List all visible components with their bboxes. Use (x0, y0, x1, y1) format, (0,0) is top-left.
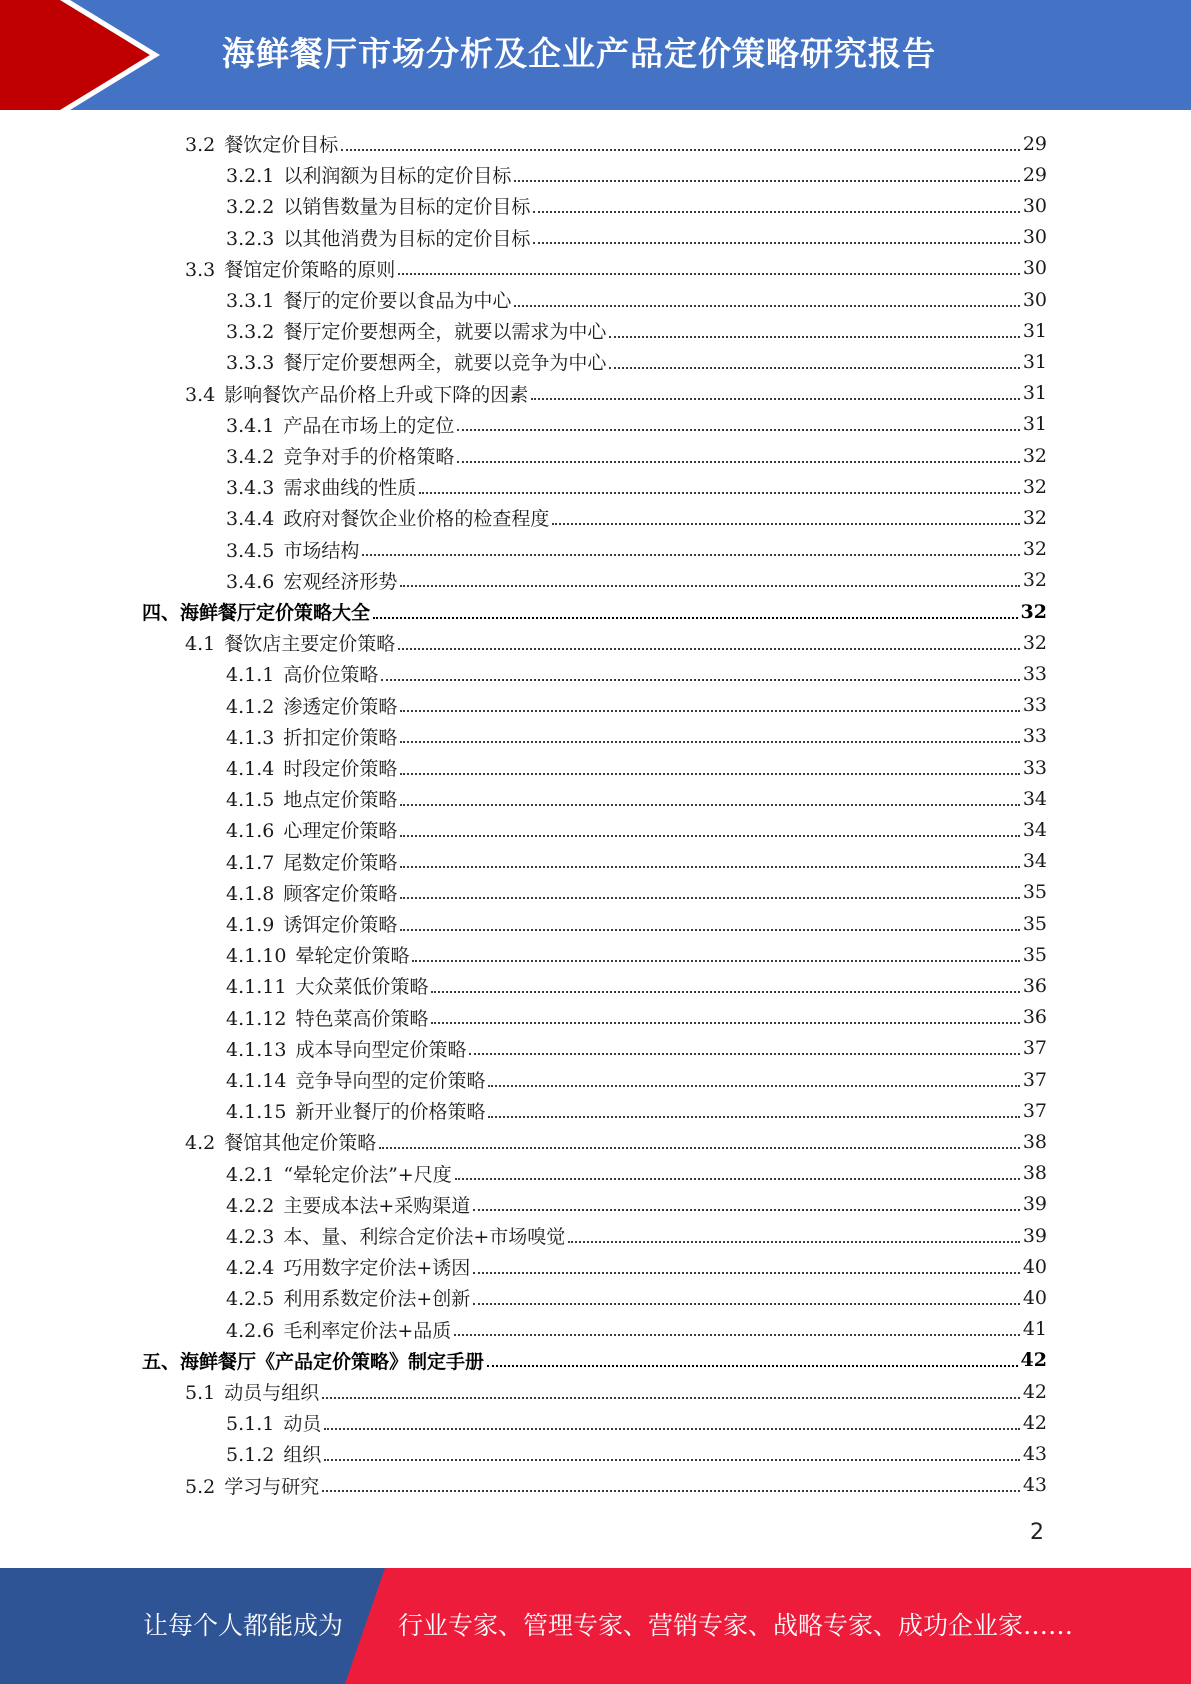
toc-entry-title: 毛利率定价法+品质 (283, 1319, 452, 1342)
toc-entry-label (226, 473, 416, 500)
toc-dot-leader (400, 804, 1019, 806)
toc-dot-leader (412, 960, 1019, 962)
toc-entry-label (226, 1066, 485, 1093)
toc-entry[interactable] (226, 877, 1047, 908)
toc-entry-title: 以利润额为目标的定价目标 (283, 165, 512, 188)
toc-entry-page: 38 (1022, 1162, 1047, 1185)
toc-entry-label (226, 286, 511, 313)
toc-entry-title: 需求曲线的性质 (283, 477, 417, 500)
toc-dot-leader (514, 180, 1019, 182)
toc-entry-label (226, 411, 454, 438)
toc-entry-number: 3.4.5 (226, 539, 275, 562)
toc-dot-leader (552, 523, 1019, 525)
toc-dot-leader (487, 1365, 1018, 1367)
toc-entry-label (226, 1409, 321, 1436)
toc-entry-page: 40 (1022, 1255, 1047, 1278)
toc-entry-number: 3.3 (185, 258, 216, 281)
toc-dot-leader (609, 367, 1019, 369)
toc-entry-page: 37 (1022, 1037, 1047, 1060)
toc-entry-title: 学习与研究 (224, 1475, 320, 1498)
toc-entry-title: 五、海鲜餐厅《产品定价策略》制定手册 (142, 1350, 485, 1373)
toc-entry-page: 35 (1022, 943, 1047, 966)
toc-entry-page: 37 (1022, 1068, 1047, 1091)
toc-entry[interactable] (226, 565, 1047, 596)
toc-entry-title: 顾客定价策略 (283, 882, 398, 905)
toc-entry-title: 动员与组织 (224, 1382, 320, 1404)
toc-entry-page: 38 (1022, 1130, 1047, 1153)
toc-entry[interactable] (226, 1158, 1047, 1189)
toc-entry-label (226, 504, 549, 531)
toc-entry[interactable] (226, 190, 1047, 221)
toc-dot-leader (398, 648, 1020, 650)
toc-entry-page: 35 (1022, 881, 1047, 904)
toc-entry-page: 35 (1022, 912, 1047, 935)
toc-entry[interactable] (226, 783, 1047, 814)
toc-entry-number: 4.1.7 (226, 851, 275, 874)
toc-entry-page: 34 (1022, 818, 1047, 841)
toc-entry-number: 4.1.14 (226, 1070, 287, 1092)
toc-entry[interactable] (226, 1220, 1047, 1251)
toc-entry-label (226, 848, 397, 875)
toc-entry-number: 5.2 (185, 1475, 216, 1498)
toc-entry-label (185, 255, 395, 282)
toc-dot-leader (324, 1428, 1019, 1430)
toc-entry-label (226, 816, 397, 843)
toc-entry-page: 36 (1022, 1006, 1047, 1029)
toc-entry-number: 4.2.6 (226, 1319, 275, 1342)
toc-entry[interactable] (226, 721, 1047, 752)
toc-dot-leader (419, 492, 1019, 494)
toc-entry-number: 4.1.2 (226, 695, 275, 718)
toc-dot-leader (455, 1178, 1020, 1180)
toc-entry-label (226, 941, 409, 968)
toc-entry-title: 高价位策略 (283, 664, 379, 687)
page-footer (0, 1568, 1191, 1684)
toc-entry-number: 4.1.5 (226, 789, 275, 812)
toc-entry-number: 4.1.15 (226, 1101, 287, 1124)
toc-entry-label (185, 1128, 376, 1155)
toc-dot-leader (322, 1490, 1020, 1492)
toc-entry-label (226, 1440, 321, 1467)
toc-dot-leader (488, 1085, 1019, 1087)
toc-entry-page: 33 (1022, 694, 1047, 717)
toc-dot-leader (568, 1241, 1020, 1243)
toc-dot-leader (400, 585, 1019, 587)
toc-dot-leader (322, 1397, 1020, 1399)
page-number: 2 (1030, 1520, 1044, 1545)
toc-dot-leader (400, 929, 1019, 931)
toc-entry-page: 32 (1022, 506, 1047, 529)
toc-entry-label (226, 442, 454, 469)
toc-entry-page: 32 (1022, 538, 1047, 561)
toc-entry-page: 40 (1022, 1286, 1047, 1309)
toc-entry-label (226, 567, 397, 594)
toc-dot-leader (400, 897, 1019, 899)
toc-entry-label (226, 785, 397, 812)
toc-entry-number: 3.3.3 (226, 352, 275, 375)
toc-entry-page: 37 (1022, 1099, 1047, 1122)
toc-entry[interactable] (185, 253, 1047, 284)
toc-dot-leader (341, 149, 1020, 151)
toc-dot-leader (454, 1334, 1020, 1336)
toc-entry-title: 竞争导向型的定价策略 (295, 1070, 486, 1092)
toc-entry-number: 3.3.2 (226, 321, 275, 344)
toc-entry-number: 4.1.11 (226, 976, 287, 999)
toc-entry-title: 心理定价策略 (283, 820, 398, 843)
header-red-chevron (0, 0, 160, 110)
toc-dot-leader (469, 1053, 1019, 1055)
toc-entry-page: 29 (1022, 132, 1047, 155)
toc-entry-title: 组织 (283, 1444, 322, 1467)
toc-entry[interactable] (226, 690, 1047, 721)
toc-entry-title: 产品在市场上的定位 (283, 414, 455, 437)
toc-entry-number: 3.4.3 (226, 477, 275, 500)
toc-dot-leader (473, 1272, 1020, 1274)
toc-entry[interactable] (226, 284, 1047, 315)
toc-entry[interactable] (226, 471, 1047, 502)
toc-entry-page: 34 (1022, 850, 1047, 873)
toc-entry-label (226, 723, 397, 750)
toc-entry-title: 特色菜高价策略 (295, 1007, 429, 1030)
toc-entry[interactable] (142, 1345, 1047, 1376)
toc-entry-title: 以其他消费为目标的定价目标 (283, 227, 531, 250)
toc-entry[interactable] (226, 1033, 1047, 1064)
toc-entry-page: 31 (1022, 382, 1047, 405)
page-header (0, 0, 1191, 110)
toc-entry-page: 42 (1022, 1380, 1047, 1403)
toc-entry-title: 本、量、利综合定价法+市场嗅觉 (283, 1226, 566, 1248)
toc-entry-title: 晕轮定价策略 (295, 945, 410, 968)
toc-entry[interactable] (185, 378, 1047, 409)
toc-entry-title: 四、海鲜餐厅定价策略大全 (142, 602, 371, 624)
toc-entry-page: 42 (1022, 1411, 1047, 1434)
toc-entry-label (226, 224, 530, 251)
toc-entry[interactable] (185, 1376, 1047, 1407)
toc-entry[interactable] (185, 1470, 1047, 1501)
toc-entry[interactable] (226, 1438, 1047, 1469)
footer-slogan-left: 让每个人都能成为 (143, 1611, 344, 1640)
toc-entry-page: 30 (1022, 194, 1047, 217)
toc-entry-label (226, 192, 530, 219)
toc-entry-label (142, 1347, 484, 1374)
toc-dot-leader (400, 866, 1019, 868)
toc-entry-label (226, 1160, 452, 1187)
toc-entry-number: 4.1.3 (226, 726, 275, 749)
toc-entry-number: 4.2 (185, 1132, 216, 1155)
toc-entry-label (226, 1004, 428, 1031)
toc-entry[interactable] (226, 1314, 1047, 1345)
toc-entry-number: 5.1.2 (226, 1444, 275, 1467)
toc-entry[interactable] (226, 222, 1047, 253)
toc-entry-title: 尾数定价策略 (283, 851, 398, 874)
toc-entry[interactable] (226, 1095, 1047, 1126)
toc-dot-leader (457, 429, 1019, 431)
toc-entry-number: 4.1.13 (226, 1038, 287, 1061)
toc-entry-number: 5.1.1 (226, 1413, 275, 1436)
toc-entry-page: 43 (1022, 1442, 1047, 1465)
toc-entry[interactable] (226, 752, 1047, 783)
toc-entry-page: 32 (1022, 475, 1047, 498)
toc-entry-label (226, 1284, 470, 1311)
toc-entry-label (185, 380, 528, 407)
toc-entry-page: 32 (1020, 600, 1047, 623)
toc-entry-page: 33 (1022, 756, 1047, 779)
toc-entry-number: 3.3.1 (226, 290, 275, 312)
toc-entry-number: 4.1.4 (226, 758, 275, 780)
toc-entry-number: 3.2 (185, 134, 216, 156)
toc-dot-leader (473, 1209, 1020, 1211)
toc-entry-title: 餐馆其他定价策略 (224, 1132, 377, 1155)
toc-dot-leader (488, 1116, 1019, 1118)
toc-dot-leader (431, 991, 1019, 993)
toc-entry[interactable] (226, 1251, 1047, 1282)
toc-dot-leader (431, 1022, 1019, 1024)
toc-dot-leader (514, 305, 1019, 307)
toc-entry-number: 3.4 (185, 383, 216, 406)
toc-entry-page: 32 (1022, 569, 1047, 592)
toc-entry-page: 41 (1022, 1318, 1047, 1341)
toc-entry-title: 渗透定价策略 (283, 695, 398, 718)
toc-entry-page: 33 (1022, 662, 1047, 685)
toc-entry[interactable] (226, 814, 1047, 845)
toc-entry-label (226, 1253, 470, 1280)
toc-dot-leader (324, 1459, 1019, 1461)
toc-entry-number: 5.1 (185, 1382, 216, 1404)
toc-entry-page: 31 (1022, 319, 1047, 342)
toc-entry-title: 大众菜低价策略 (295, 976, 429, 999)
toc-dot-leader (400, 741, 1019, 743)
toc-entry-number: 4.1.8 (226, 882, 275, 905)
toc-entry[interactable] (226, 658, 1047, 689)
toc-entry-title: 宏观经济形势 (283, 570, 398, 593)
toc-entry-label (226, 1097, 485, 1124)
toc-entry-title: 餐厅定价要想两全，就要以需求为中心 (283, 321, 607, 344)
toc-entry-number: 3.4.2 (226, 446, 275, 468)
toc-entry-title: 成本导向型定价策略 (295, 1038, 467, 1061)
toc-dot-leader (381, 679, 1019, 681)
toc-dot-leader (379, 1147, 1020, 1149)
toc-entry-page: 43 (1022, 1474, 1047, 1497)
toc-entry-title: 餐馆定价策略的原则 (224, 258, 396, 281)
toc-entry-title: 市场结构 (283, 539, 360, 562)
toc-entry-label (226, 972, 428, 999)
toc-entry-page: 30 (1022, 257, 1047, 280)
toc-entry-page: 30 (1022, 288, 1047, 311)
toc-entry[interactable] (142, 596, 1047, 627)
toc-entry-page: 36 (1022, 974, 1047, 997)
toc-entry-number: 4.1 (185, 633, 216, 656)
toc-entry-title: 以销售数量为目标的定价目标 (283, 196, 531, 219)
toc-entry-number: 4.2.4 (226, 1257, 275, 1280)
toc-entry-label (226, 161, 511, 188)
toc-dot-leader (609, 336, 1019, 338)
toc-entry[interactable] (185, 1126, 1047, 1157)
toc-entry-number: 3.2.3 (226, 227, 275, 250)
toc-entry[interactable] (185, 627, 1047, 658)
toc-dot-leader (531, 398, 1020, 400)
toc-entry-page: 31 (1022, 413, 1047, 436)
toc-entry-title: 餐厅定价要想两全，就要以竞争为中心 (283, 352, 607, 375)
toc-dot-leader (400, 835, 1019, 837)
toc-entry-title: 主要成本法+采购渠道 (283, 1194, 471, 1217)
toc-entry-label (226, 1035, 466, 1062)
toc-entry-title: 影响餐饮产品价格上升或下降的因素 (224, 383, 529, 406)
toc-entry-page: 39 (1022, 1193, 1047, 1216)
toc-entry-title: 餐饮店主要定价策略 (224, 633, 396, 656)
toc-entry-title: 时段定价策略 (283, 758, 398, 780)
toc-entry[interactable] (226, 346, 1047, 377)
toc-entry-label (226, 692, 397, 719)
toc-entry-label (185, 1378, 319, 1405)
toc-entry-label (226, 910, 397, 937)
toc-entry[interactable] (226, 1407, 1047, 1438)
toc-entry[interactable] (226, 159, 1047, 190)
toc-dot-leader (533, 211, 1019, 213)
toc-entry-number: 4.2.5 (226, 1288, 275, 1311)
toc-entry-number: 3.4.6 (226, 570, 275, 593)
toc-entry-label (185, 629, 395, 656)
toc-entry-number: 4.1.12 (226, 1007, 287, 1030)
toc-entry-title: 利用系数定价法+创新 (283, 1288, 471, 1311)
toc-entry-number: 3.4.4 (226, 508, 275, 531)
toc-entry-page: 42 (1020, 1349, 1047, 1372)
toc-entry-title: 餐厅的定价要以食品为中心 (283, 290, 512, 312)
toc-entry[interactable] (226, 970, 1047, 1001)
toc-entry-title: 竞争对手的价格策略 (283, 446, 455, 468)
toc-entry[interactable] (226, 1282, 1047, 1313)
toc-entry-number: 4.1.9 (226, 914, 275, 936)
toc-entry[interactable] (226, 440, 1047, 471)
toc-entry-title: 折扣定价策略 (283, 726, 398, 749)
toc-entry-page: 32 (1022, 444, 1047, 467)
toc-dot-leader (400, 773, 1019, 775)
toc-entry-title: 地点定价策略 (283, 789, 398, 812)
toc-entry-page: 32 (1022, 631, 1047, 654)
toc-entry-page: 30 (1022, 226, 1047, 249)
toc-entry-page: 29 (1022, 163, 1047, 186)
toc-entry-title: 政府对餐饮企业价格的检查程度 (283, 508, 550, 531)
toc-entry-title: 动员 (283, 1413, 322, 1436)
toc-entry-page: 31 (1022, 350, 1047, 373)
toc-entry-label (226, 660, 378, 687)
toc-entry-label (226, 754, 397, 781)
toc-dot-leader (533, 242, 1019, 244)
toc-entry-number: 3.4.1 (226, 414, 275, 437)
toc-entry[interactable] (226, 1002, 1047, 1033)
toc-entry-label (226, 317, 606, 344)
toc-entry[interactable] (226, 908, 1047, 939)
toc-entry-title: 新开业餐厅的价格策略 (295, 1101, 486, 1124)
report-title: 海鲜餐厅市场分析及企业产品定价策略研究报告 (222, 34, 936, 73)
toc-entry-number: 4.1.10 (226, 945, 287, 968)
toc-entry-label (226, 1316, 451, 1343)
toc-entry-number: 4.1.1 (226, 664, 275, 687)
toc-entry-number: 4.2.1 (226, 1163, 275, 1186)
toc-dot-leader (362, 554, 1019, 556)
toc-entry-number: 4.1.6 (226, 820, 275, 843)
toc-entry[interactable] (226, 939, 1047, 970)
toc-entry[interactable] (226, 534, 1047, 565)
toc-entry[interactable] (226, 1189, 1047, 1220)
toc-entry-number: 4.2.2 (226, 1194, 275, 1217)
toc-entry[interactable] (226, 315, 1047, 346)
toc-entry-page: 39 (1022, 1224, 1047, 1247)
toc-entry[interactable] (226, 409, 1047, 440)
toc-dot-leader (398, 273, 1020, 275)
toc-entry-number: 4.2.3 (226, 1226, 275, 1248)
toc-dot-leader (373, 617, 1018, 619)
toc-dot-leader (457, 461, 1019, 463)
toc-entry-label (226, 879, 397, 906)
toc-entry-title: “晕轮定价法”+尺度 (283, 1163, 452, 1186)
toc-entry-title: 餐饮定价目标 (224, 134, 339, 156)
toc-entry-number: 3.2.2 (226, 196, 275, 219)
toc-dot-leader (473, 1303, 1020, 1305)
toc-entry[interactable] (226, 1064, 1047, 1095)
toc-entry[interactable] (185, 128, 1047, 159)
toc-entry-label (226, 1222, 565, 1249)
toc-entry-label (142, 598, 370, 625)
toc-entry[interactable] (226, 846, 1047, 877)
toc-entry-page: 33 (1022, 725, 1047, 748)
toc-entry-label (226, 536, 359, 563)
toc-entry-label (185, 1472, 319, 1499)
toc-entry-title: 诱饵定价策略 (283, 914, 398, 936)
toc-entry-page: 34 (1022, 787, 1047, 810)
toc-entry[interactable] (226, 502, 1047, 533)
toc-entry-label (226, 1191, 470, 1218)
footer-slogan-right: 行业专家、管理专家、营销专家、战略专家、成功企业家…… (398, 1611, 1074, 1640)
toc-dot-leader (400, 710, 1019, 712)
toc-entry-label (185, 130, 338, 157)
toc-entry-title: 巧用数字定价法+诱因 (283, 1257, 471, 1280)
toc-entry-number: 3.2.1 (226, 165, 275, 188)
toc-entry-label (226, 348, 606, 375)
